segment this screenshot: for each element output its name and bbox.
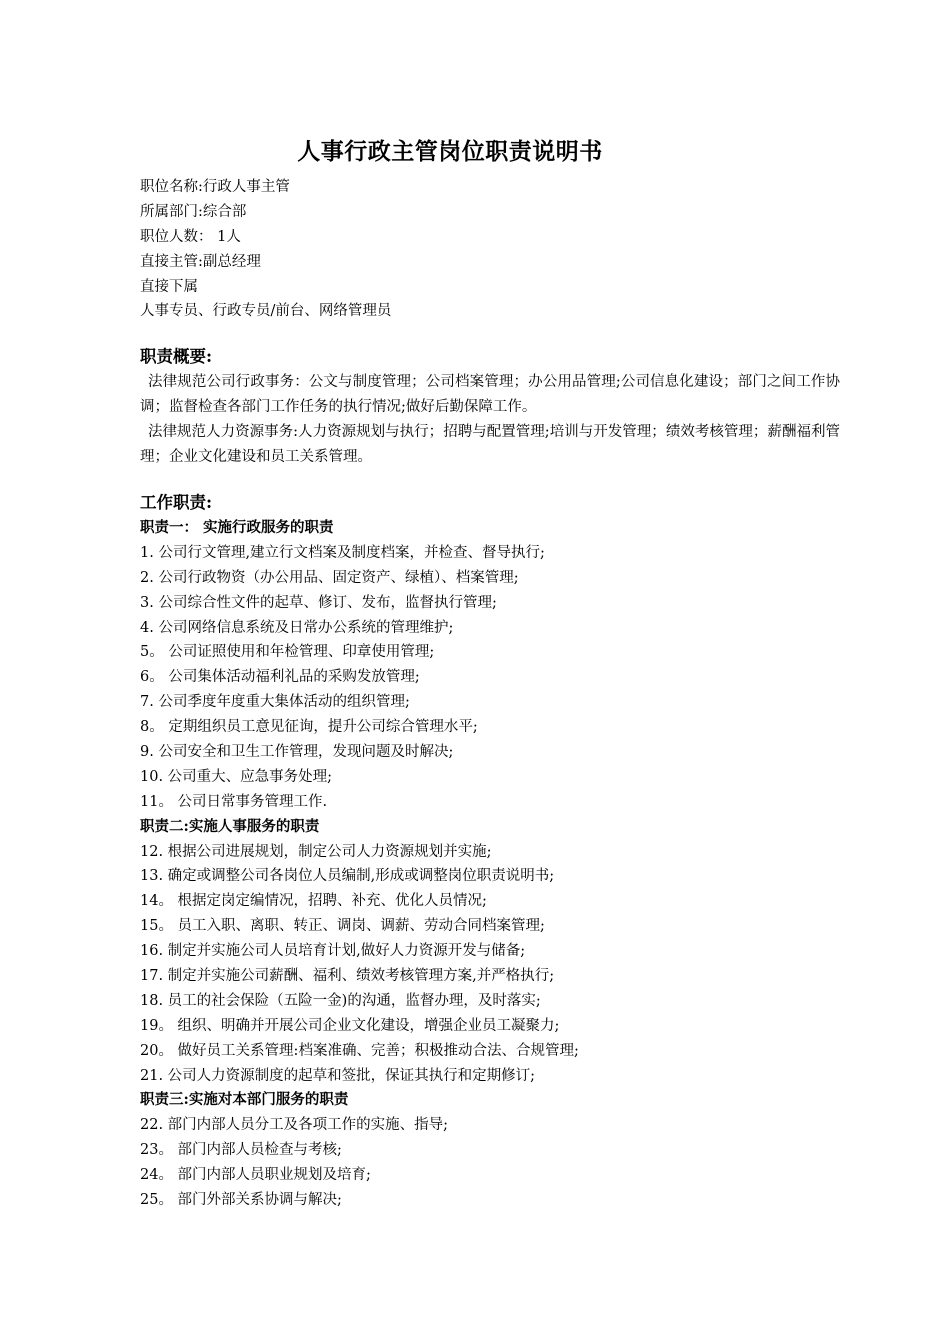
duty-group-title: 职责三:实施对本部门服务的职责 — [140, 1091, 349, 1109]
duty-item: 20。 做好员工关系管理:档案准确、完善；积极推动合法、合规管理; — [140, 1042, 579, 1059]
duty-item: 15。 员工入职、离职、转正、调岗、调薪、劳动合同档案管理; — [140, 918, 545, 935]
duty-item: 1. 公司行文管理,建立行文档案及制度档案，并检查、督导执行; — [140, 544, 545, 561]
duty-item: 18. 员工的社会保险（五险一金)的沟通，监督办理，及时落实; — [140, 992, 541, 1009]
duty-item: 5。 公司证照使用和年检管理、印章使用管理; — [140, 644, 435, 661]
duties-heading: 工作职责: — [140, 492, 213, 512]
department-line: 所属部门:综合部 — [140, 203, 247, 220]
direct-supervisor-line: 直接主管:副总经理 — [140, 253, 261, 270]
duty-item: 4. 公司网络信息系统及日常办公系统的管理维护; — [140, 619, 454, 636]
duty-item: 10. 公司重大、应急事务处理; — [140, 768, 333, 785]
document-body — [140, 175, 840, 1213]
duties-section — [140, 490, 840, 1213]
duty-item: 7. 公司季度年度重大集体活动的组织管理; — [140, 694, 410, 711]
duty-item: 13. 确定或调整公司各岗位人员编制,形成或调整岗位职责说明书; — [140, 868, 555, 885]
duty-item: 25。 部门外部关系协调与解决; — [140, 1192, 342, 1209]
duty-item: 16. 制定并实施公司人员培育计划,做好人力资源开发与储备; — [140, 943, 526, 960]
duty-item: 19。 组织、明确并开展公司企业文化建设，增强企业员工凝聚力; — [140, 1017, 560, 1034]
duty-group-department — [140, 1088, 840, 1212]
job-title-line: 职位名称:行政人事主管 — [140, 179, 290, 195]
overview-section — [140, 344, 840, 470]
overview-paragraph: 法律规范人力资源事务:人力资源规划与执行；招聘与配置管理;培训与开发管理；绩效考核管理；薪酬福利管理；企业文化建设和员工关系管理。 — [140, 424, 840, 466]
duty-item: 3. 公司综合性文件的起草、修订、发布，监督执行管理; — [140, 594, 497, 611]
duty-item: 12. 根据公司进展规划，制定公司人力资源规划并实施; — [140, 843, 492, 860]
duty-group-hr — [140, 815, 840, 1089]
duty-item: 2. 公司行政物资（办公用品、固定资产、绿植）、档案管理; — [140, 569, 519, 586]
duty-item: 8。 定期组织员工意见征询，提升公司综合管理水平; — [140, 719, 478, 736]
duty-item: 11。 公司日常事务管理工作. — [140, 793, 328, 810]
duty-group-title: 职责一： 实施行政服务的职责 — [140, 518, 334, 536]
document-title: 人事行政主管岗位职责说明书 — [297, 138, 603, 165]
job-info-block — [140, 175, 840, 324]
direct-reports-label: 直接下属 — [140, 278, 198, 295]
direct-reports-list: 人事专员、行政专员/前台、网络管理员 — [140, 303, 392, 320]
overview-paragraph: 法律规范公司行政事务：公文与制度管理；公司档案管理；办公用品管理;公司信息化建设；部门之间工作协调；监督检查各部门工作任务的执行情况;做好后勤保障工作。 — [140, 374, 840, 416]
duty-item: 14。 根据定岗定编情况，招聘、补充、优化人员情况; — [140, 893, 487, 910]
duty-item: 23。 部门内部人员检查与考核; — [140, 1142, 342, 1159]
duty-item: 21. 公司人力资源制度的起草和签批，保证其执行和定期修订; — [140, 1067, 536, 1084]
headcount-line: 职位人数： 1人 — [140, 228, 241, 245]
duty-group-admin — [140, 516, 840, 815]
duty-item: 24。 部门内部人员职业规划及培育; — [140, 1167, 371, 1184]
duty-item: 17. 制定并实施公司薪酬、福利、绩效考核管理方案,并严格执行; — [140, 968, 555, 984]
duty-item: 22. 部门内部人员分工及各项工作的实施、指导; — [140, 1117, 449, 1134]
duty-item: 6。 公司集体活动福利礼品的采购发放管理; — [140, 669, 420, 686]
overview-heading: 职责概要: — [140, 347, 213, 367]
duty-item: 9. 公司安全和卫生工作管理，发现问题及时解决; — [140, 743, 454, 760]
duty-group-title: 职责二:实施人事服务的职责 — [140, 817, 320, 835]
